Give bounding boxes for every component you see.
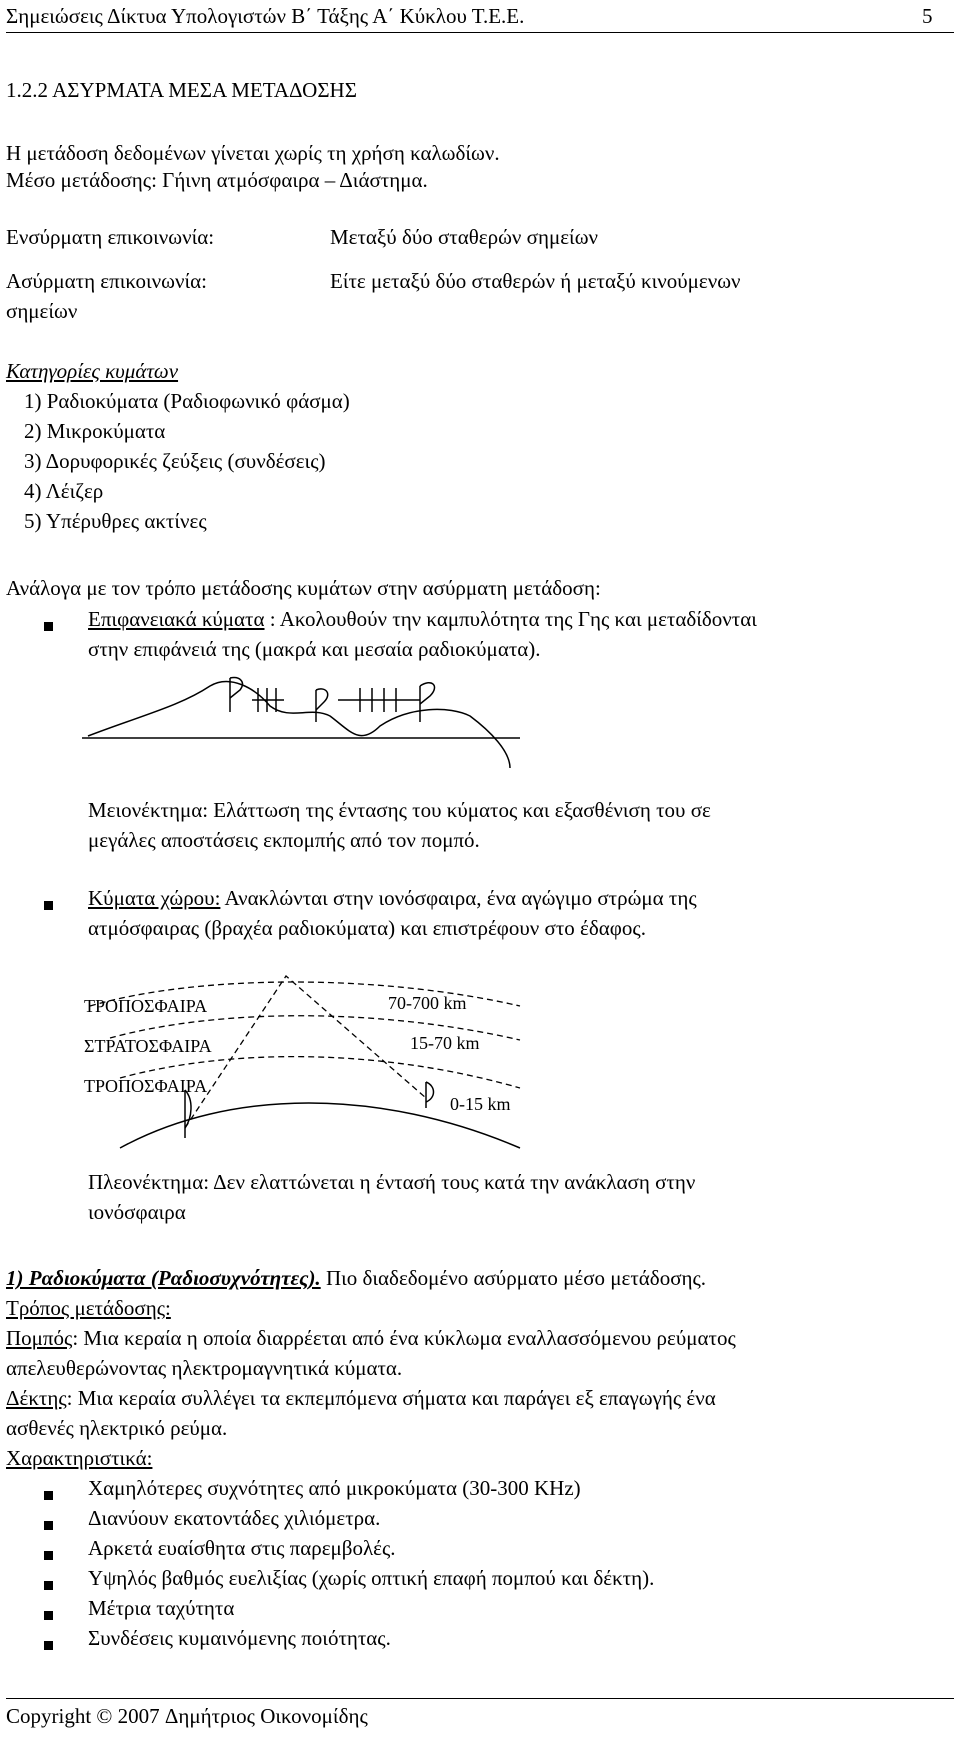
antenna-icon xyxy=(420,683,435,722)
height-label: 15-70 km xyxy=(410,1033,480,1053)
feature-item: Συνδέσεις κυμαινόμενης ποιότητας. xyxy=(88,1626,391,1650)
radio-heading-rest: Πιο διαδεδομένο ασύρματο μέσο μετάδοσης. xyxy=(320,1266,707,1290)
space-waves-term: Κύματα χώρου: xyxy=(88,886,221,910)
page-number: 5 xyxy=(922,4,933,28)
wave-marks xyxy=(252,688,284,712)
bullet-square-icon xyxy=(44,1573,53,1594)
bullet-square-icon xyxy=(44,1633,53,1654)
header-rule xyxy=(6,32,954,33)
space-advantage-1: Πλεονέκτημα: Δεν ελαττώνεται η έντασή τους κατά την ανάκλαση στην xyxy=(88,1170,696,1194)
surface-waves-line-1 xyxy=(88,609,757,630)
transmitter-text: : Μια κεραία η οποία διαρρέεται από ένα κύκλωμα εναλλασσόμενου ρεύματος xyxy=(72,1326,736,1350)
height-label: 70-700 km xyxy=(388,993,467,1013)
category-item: 2) Μικροκύματα xyxy=(24,419,166,443)
footer-copyright: Copyright © 2007 Δημήτριος Οικονομίδης xyxy=(6,1704,368,1728)
layer-label: ΤΡΟΠΟΣΦΑΙΡΑ xyxy=(84,1076,208,1096)
method-label: Τρόπος μετάδοσης: xyxy=(6,1296,171,1320)
feature-item: Χαμηλότερες συχνότητες από μικροκύματα (30-300 KHz) xyxy=(88,1476,581,1500)
wireless-value: Είτε μεταξύ δύο σταθερών ή μεταξύ κινούμενων xyxy=(330,269,741,293)
bullet-square-icon xyxy=(44,1483,53,1504)
category-item: 4) Λέιζερ xyxy=(24,479,104,503)
wired-value: Μεταξύ δύο σταθερών σημείων xyxy=(330,225,599,249)
transmitter-line-2: απελευθερώνοντας ηλεκτρομαγνητικά κύματα. xyxy=(6,1356,403,1380)
header-title: Σημειώσεις Δίκτυα Υπολογιστών Β΄ Τάξης Α΄ Κύκλου Τ.Ε.Ε. xyxy=(6,4,525,28)
receiver-label: Δέκτης xyxy=(6,1386,67,1410)
layer-label: ΣΤΡΑΤΟΣΦΑΙΡΑ xyxy=(84,1036,212,1056)
intro-line-2: Μέσο μετάδοσης: Γήινη ατμόσφαιρα – Διάστημα. xyxy=(6,168,428,192)
antenna-icon xyxy=(185,1090,191,1138)
receiver-line-1 xyxy=(6,1388,716,1409)
footer-rule xyxy=(6,1698,954,1699)
category-item: 5) Υπέρυθρες ακτίνες xyxy=(24,509,207,533)
transmitter-label: Πομπός xyxy=(6,1326,73,1350)
space-waves-text: Ανακλώνται στην ιονόσφαιρα, ένα αγώγιμο στρώμα της xyxy=(220,886,697,910)
space-waves-line-2: ατμόσφαιρας (βραχέα ραδιοκύματα) και επιστρέφουν στο έδαφος. xyxy=(88,916,646,940)
wireless-value-cont: σημείων xyxy=(6,299,78,323)
features-label: Χαρακτηριστικά: xyxy=(6,1446,153,1470)
antenna-icon xyxy=(426,1082,434,1108)
surface-disadvantage-1: Μειονέκτημα: Ελάττωση της έντασης του κύματος και εξασθένιση του σε xyxy=(88,798,711,822)
bullet-square-icon xyxy=(44,1513,53,1534)
surface-waves-term: Επιφανειακά κύματα xyxy=(88,607,265,631)
feature-item: Μέτρια ταχύτητα xyxy=(88,1596,235,1620)
surface-waves-line-2: στην επιφάνειά της (μακρά και μεσαία ραδιοκύματα). xyxy=(88,637,541,661)
bullet-square-icon xyxy=(44,1603,53,1624)
receiver-text: : Μια κεραία συλλέγει τα εκπεμπόμενα σήματα και παράγει εξ επαγωγής ένα xyxy=(66,1386,716,1410)
wired-label: Ενσύρματη επικοινωνία: xyxy=(6,225,215,249)
page-header xyxy=(6,6,524,27)
surface-disadvantage-2: μεγάλες αποστάσεις εκπομπής από τον πομπό. xyxy=(88,828,480,852)
space-waves-line-1 xyxy=(88,888,697,909)
propagation-intro: Ανάλογα με τον τρόπο μετάδοσης κυμάτων στην ασύρματη μετάδοση: xyxy=(6,576,601,600)
feature-item: Υψηλός βαθμός ευελιξίας (χωρίς οπτική επαφή πομπού και δέκτη). xyxy=(88,1566,655,1590)
bullet-square-icon xyxy=(44,614,53,635)
wireless-label: Ασύρματη επικοινωνία: xyxy=(6,269,207,293)
feature-item: Αρκετά ευαίσθητα στις παρεμβολές. xyxy=(88,1536,396,1560)
antenna-icon xyxy=(316,689,328,722)
radio-heading-line xyxy=(6,1268,706,1289)
surface-waves-text: : Ακολουθούν την καμπυλότητα της Γης και μεταδίδονται xyxy=(264,607,757,631)
wave-marks xyxy=(338,688,420,712)
intro-line-1: Η μετάδοση δεδομένων γίνεται χωρίς τη χρήση καλωδίων. xyxy=(6,141,500,165)
layer-label: ΤΡΟΠΟΣΦΑΙΡΑ xyxy=(84,996,208,1016)
space-advantage-2: ιονόσφαιρα xyxy=(88,1200,186,1224)
bullet-square-icon xyxy=(44,1543,53,1564)
section-heading: 1.2.2 ΑΣΥΡΜΑΤΑ ΜΕΣΑ ΜΕΤΑΔΟΣΗΣ xyxy=(6,78,357,102)
category-item: 1) Ραδιοκύματα (Ραδιοφωνικό φάσμα) xyxy=(24,389,350,413)
radio-heading: 1) Ραδιοκύματα (Ραδιοσυχνότητες). xyxy=(6,1266,321,1290)
categories-title: Κατηγορίες κυμάτων xyxy=(6,359,179,383)
transmitter-line-1 xyxy=(6,1328,736,1349)
surface-waves-diagram xyxy=(80,676,520,776)
height-label: 0-15 km xyxy=(450,1094,511,1114)
bullet-square-icon xyxy=(44,893,53,914)
category-item: 3) Δορυφορικές ζεύξεις (συνδέσεις) xyxy=(24,449,326,473)
receiver-line-2: ασθενές ηλεκτρικό ρεύμα. xyxy=(6,1416,228,1440)
feature-item: Διανύουν εκατοντάδες χιλιόμετρα. xyxy=(88,1506,381,1530)
